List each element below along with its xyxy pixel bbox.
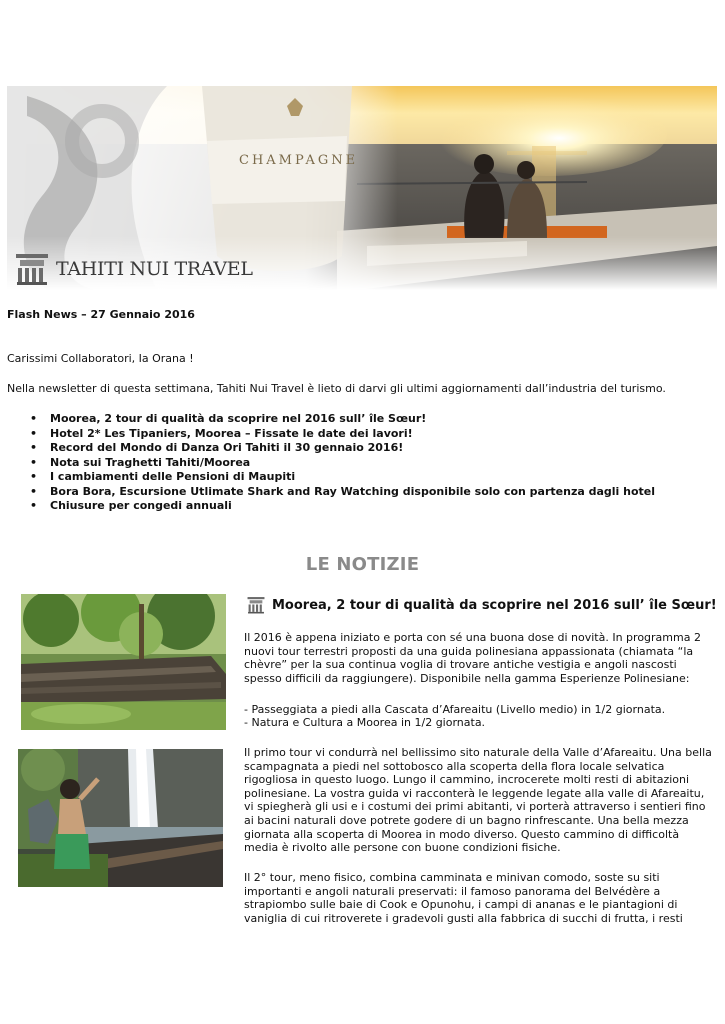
list-item[interactable]: • Record del Mondo di Danza Ori Tahiti il 30 gennaio 2016! [30,441,655,456]
article-paragraph-1: Il 2016 è appena iniziato e porta con sé una buona dose di novità. In programma 2 nuovi tour terrestri proposti da una guida polinesiana appassionata (chiamata “la chèvre” per la sua continua voglia di trovare antiche vestigia e angoli nascosti spesso difficili da raggiungere). Disponibile nella gamma Esperienze Polinesiane: [244,631,701,685]
brand-name: TAHITI NUI TRAVEL [56,258,253,280]
flash-news-heading: Flash News – 27 Gennaio 2016 [7,308,195,321]
tiki-logo-icon [14,252,50,286]
list-item[interactable]: • Moorea, 2 tour di qualità da scoprire nel 2016 sull’ île Sœur! [30,412,655,427]
headline-list [30,412,655,514]
list-item[interactable]: • Nota sui Traghetti Tahiti/Moorea [30,456,655,471]
list-item[interactable]: • Hotel 2* Les Tipaniers, Moorea – Fissate le date dei lavori! [30,427,655,442]
section-title: LE NOTIZIE [305,554,420,575]
article-tour-item-1: - Passeggiata a piedi alla Cascata d’Afareaitu (Livello medio) in 1/2 giornata. [244,703,666,716]
tiki-bullet-icon [246,596,266,614]
brand-logo [14,252,253,286]
marae-ruins-photo [21,594,226,730]
bottle-label-text: CHAMPAGNE [239,153,359,168]
waterfall-hiker-photo [18,749,223,887]
greeting-text: Carissimi Collaboratori, Ia Orana ! [7,352,194,365]
article-title: Moorea, 2 tour di qualità da scoprire nel 2016 sull’ île Sœur! [272,597,717,613]
article-paragraph-3: Il 2° tour, meno fisico, combina camminata e minivan comodo, soste su siti importanti e angoli naturali preservati: il famoso panorama del Belvédère a strapiombo sulle baie di Cook e Opunohu, i campi di ananas e le piantagioni di vaniglia di cui ritroverete i gradevoli gusti alla fabbrica di succhi di frutta, i resti [244,871,683,925]
list-item[interactable]: • Bora Bora, Escursione Utlimate Shark and Ray Watching disponibile solo con partenza dagli hotel [30,485,655,500]
list-item[interactable]: • I cambiamenti delle Pensioni di Maupiti [30,470,655,485]
article-tour-item-2: - Natura e Cultura a Moorea in 1/2 giornata. [244,716,486,729]
list-item[interactable]: • Chiusure per congedi annuali [30,499,655,514]
intro-text: Nella newsletter di questa settimana, Tahiti Nui Travel è lieto di darvi gli ultimi aggiornamenti dall’industria del turismo. [7,382,666,395]
article-header [246,596,717,614]
article-paragraph-2: Il primo tour vi condurrà nel bellissimo sito naturale della Valle d’Afareaitu. Una bella scampagnata a piedi nel sottobosco alla scoperta della flora locale selvatica rigogliosa in questo luogo. Lungo il cammino, incrocerete molti resti di abitazioni polinesiane. La vostra guida vi racconterà le leggende legate alla valle di Afareaitu, vi spiegherà gli usi e i costumi dei primi abitanti, vi porterà attraverso i sentieri fino ai bacini naturali dove potrete godere di un bagno rinfrescante. Una bella mezza giornata alla scoperta di Moorea in modo diverso. Questo cammino di difficoltà media è rivolto alle persone con buone condizioni fisiche. [244,746,712,855]
